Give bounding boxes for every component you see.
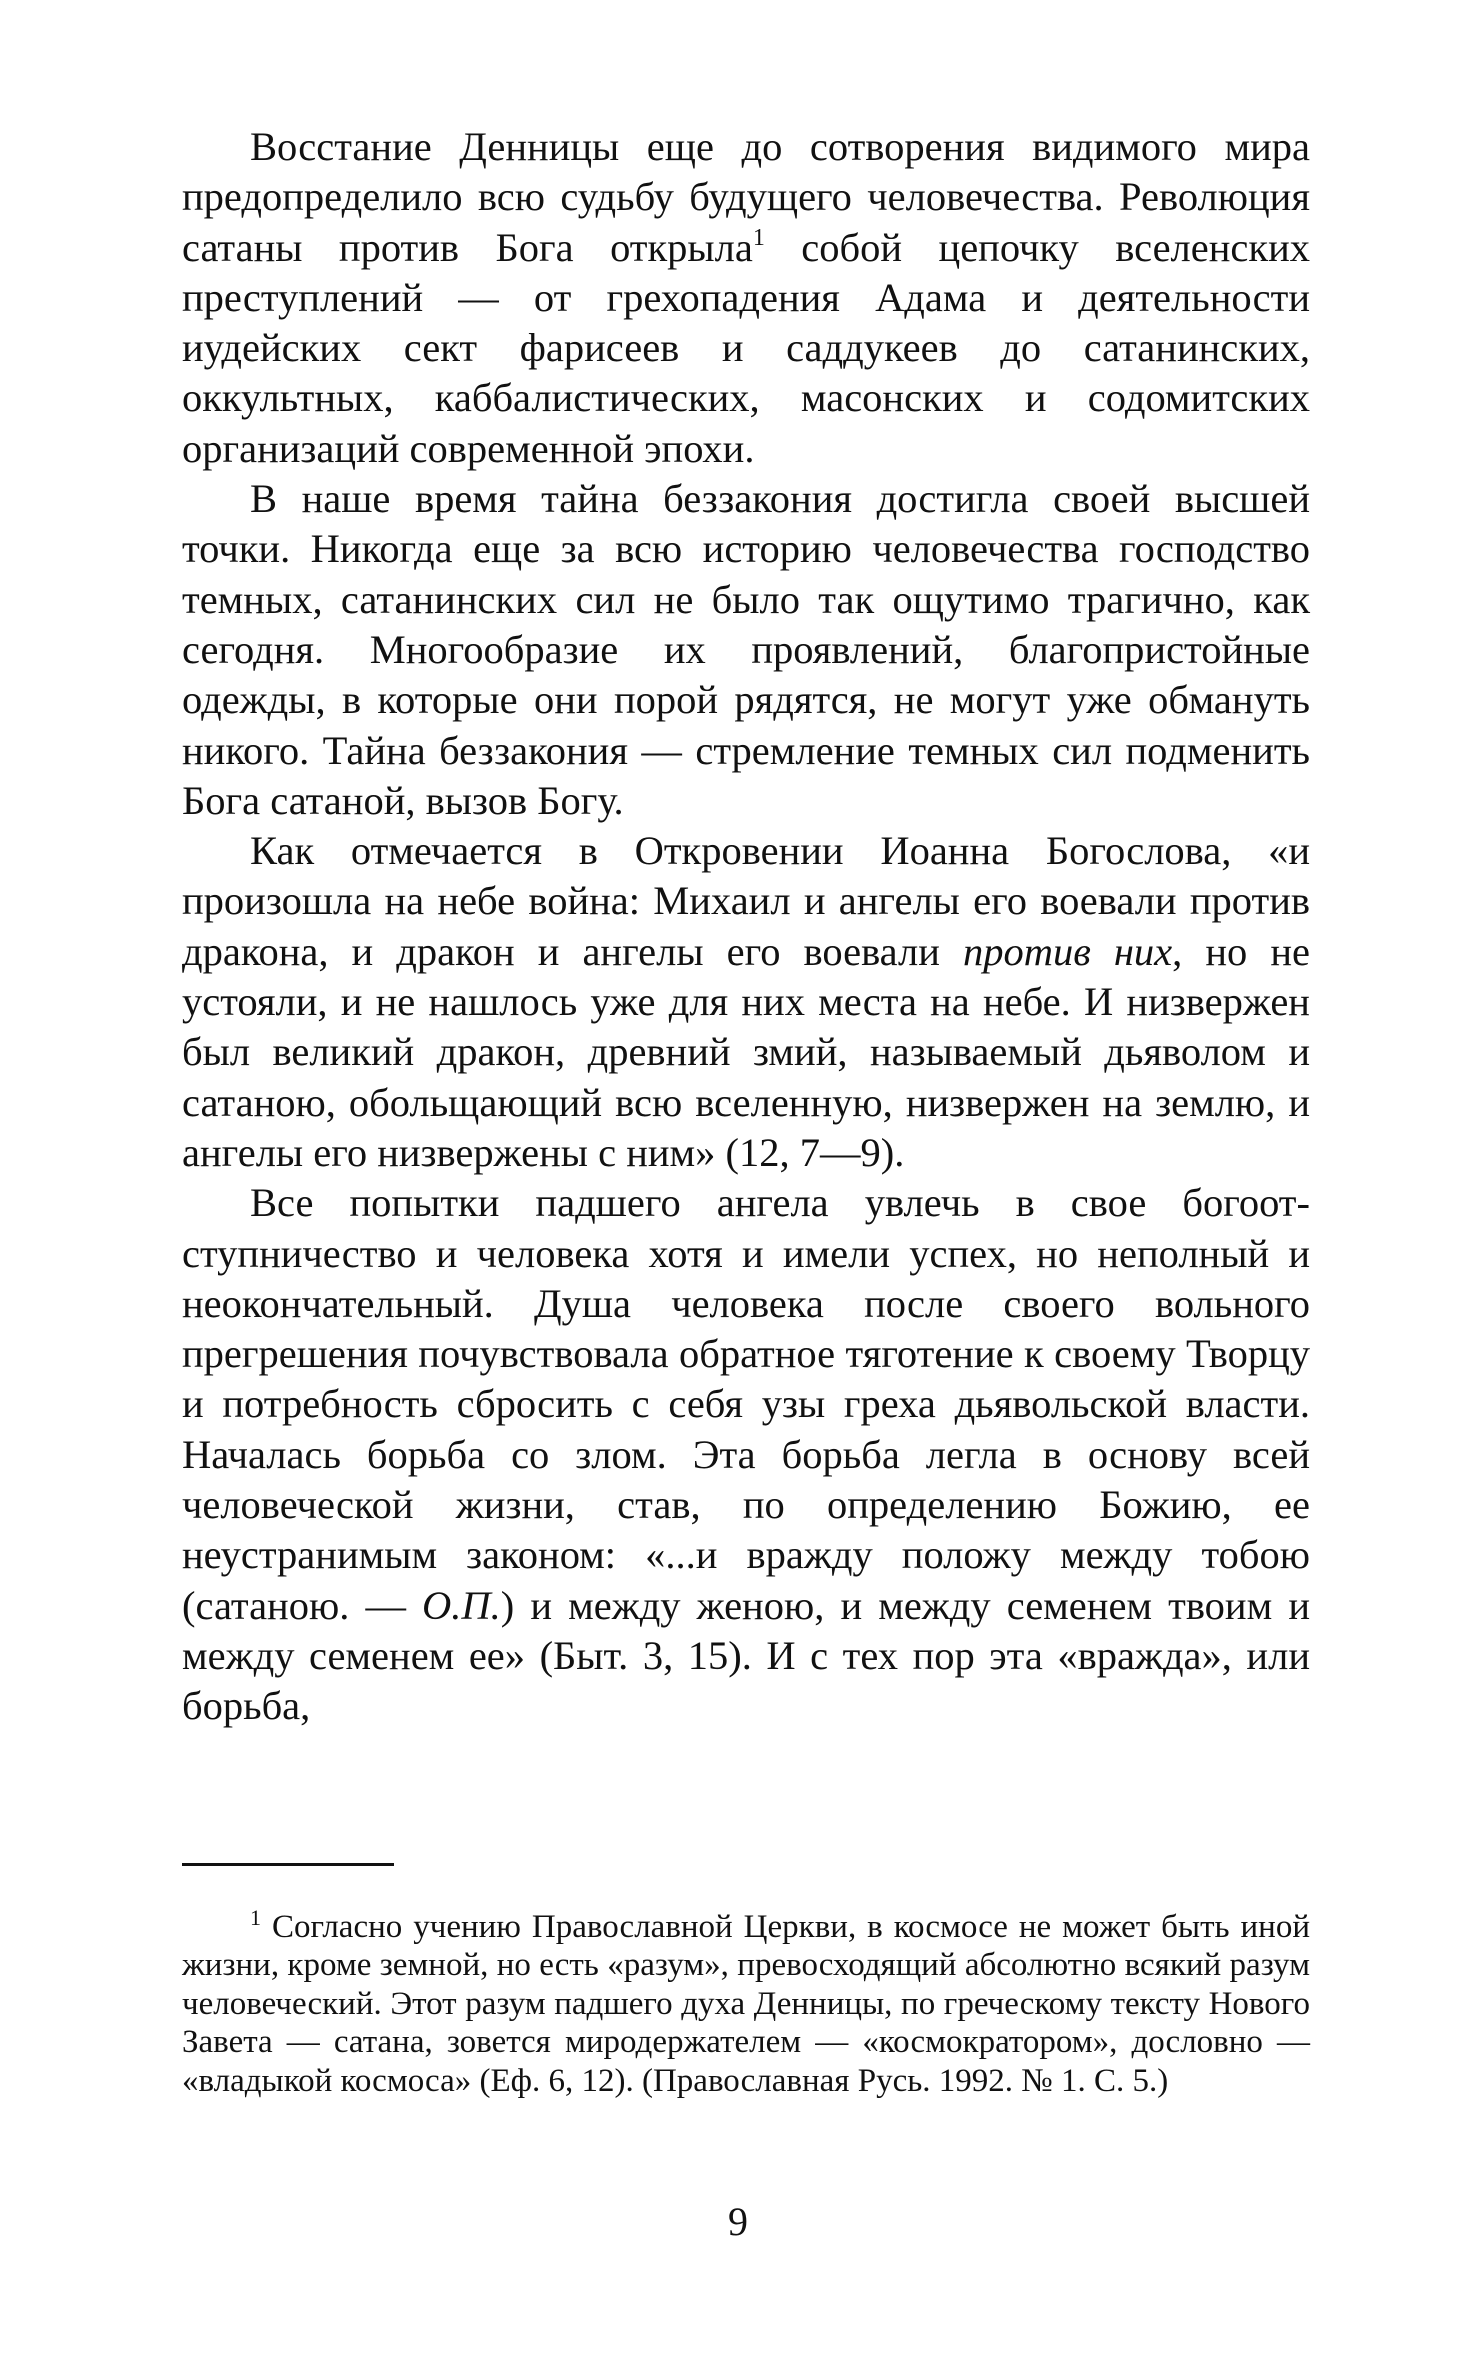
paragraph-3	[182, 826, 1310, 1178]
paragraph-4-text-a: Все попытки падшего ангела увлечь в свое богоотступничество и человека хотя и имели успех, но неполный и неокончательный. Душа человека после своего вольного прегрешения почувствовала обратное тяготение к своему Творцу и потребность сбросить с себя узы греха дьявольской власти. Началась борьба со злом. Эта борьба легла в основу всей человеческой жизни, став, по определению Божию, ее неустранимым законом: «...и вражду положу между тобою (сатаною. —	[182, 1180, 1310, 1628]
footnote-reference[interactable]: 1	[752, 224, 765, 251]
footnote	[182, 1905, 1310, 2100]
page-number: 9	[728, 2199, 748, 2244]
paragraph-4	[182, 1178, 1310, 1731]
footnote-divider	[182, 1863, 394, 1866]
footnote-paragraph	[182, 1905, 1310, 2100]
paragraph-3-italic: против них	[962, 928, 1173, 974]
paragraph-4-italic: О.П.	[422, 1582, 501, 1628]
paragraph-1-text-b: собой цепочку вселенских преступлений — от грехопадения Адама и деятельности иудейских сект фарисеев и саддукеев до сатанинских, оккультных, каббалистических, масонских и содомитских организаций современной эпохи.	[182, 224, 1310, 471]
footnote-text: Согласно учению Православной Церкви, в космосе не может быть иной жизни, кроме земной, но есть «разум», превосходящий абсолютно всякий разум человеческий. Этот разум падшего духа Денницы, по греческому тексту Нового Завета — сатана, зовется миродержателем — «космократором», дословно — «владыкой космоса» (Еф. 6, 12). (Православная Русь. 1992. № 1. С. 5.)	[182, 1909, 1310, 2099]
paragraph-2: В наше время тайна беззакония достигла своей высшей точки. Никогда еще за всю историю человечества господство темных, сатанинских сил не было так ощутимо трагично, как сегодня. Многообразие их проявлений, благопристойные одежды, в которые они порой рядятся, не могут уже обмануть никого. Тайна беззакония — стремление темных сил подменить Бога сатаной, вызов Богу.	[182, 476, 1310, 823]
main-text	[182, 122, 1310, 1732]
paragraph-3-text-b: , но не устояли, и не нашлось уже для них места на небе. И низвержен был великий дракон, древний змий, называемый дьяволом и сатаною, обольщающий всю вселенную, низвержен на землю, и ангелы его низвержены с ним» (12, 7—9).	[182, 928, 1310, 1175]
paragraph-3-text-a: Как отмечается в Откровении Иоанна Богослова, «и произошла на небе война: Михаил и ангелы его воевали против дракона, и дракон и ангелы его воевали	[182, 828, 1310, 974]
paragraph-1-text-a: Восстание Денницы еще до сотворения видимого мира предопределило всю судьбу будущего человечества. Революция сатаны против Бога открыла	[182, 124, 1310, 270]
paragraph-1	[182, 122, 1310, 474]
footnote-marker: 1	[250, 1905, 261, 1930]
paragraph-4-text-b: ) и между женою, и между семенем твоим и между семенем ее» (Быт. 3, 15). И с тех пор эта «вражда», или борьба,	[182, 1582, 1310, 1729]
